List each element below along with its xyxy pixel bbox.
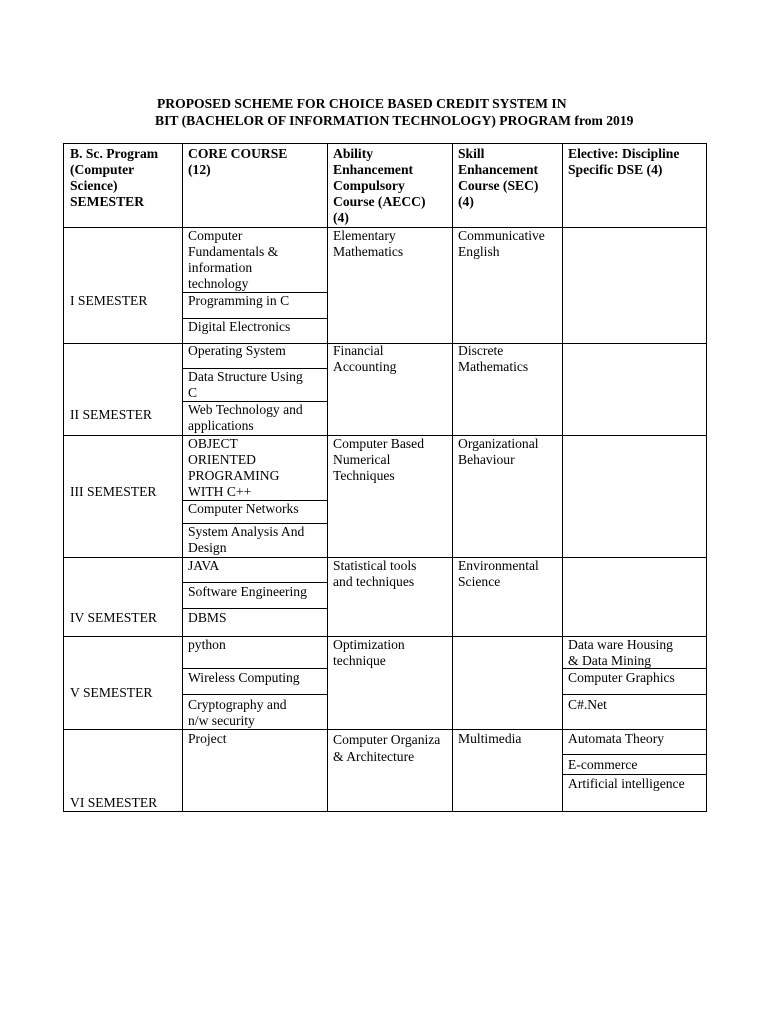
- core-course-item: Project: [188, 731, 227, 746]
- sec-course: Discrete Mathematics: [458, 343, 529, 374]
- sec-course: Multimedia: [458, 731, 522, 746]
- dse-course-item: Artificial intelligence: [568, 776, 685, 791]
- core-course-item: Computer Networks: [188, 501, 299, 516]
- core-course-item: Digital Electronics: [188, 319, 291, 334]
- core-course-item: Operating System: [188, 343, 286, 358]
- core-course-item: Web Technology and applications: [188, 402, 303, 433]
- core-course-item: Computer Fundamentals & information technology: [188, 228, 279, 291]
- semester-label: III SEMESTER: [70, 484, 157, 499]
- semester-label: VI SEMESTER: [70, 795, 158, 810]
- dse-course-item: Automata Theory: [568, 731, 665, 746]
- sec-course: Organizational Behaviour: [458, 436, 539, 467]
- core-course-item: OBJECT ORIENTED PROGRAMING WITH C++: [188, 436, 280, 499]
- semester-label: I SEMESTER: [70, 293, 148, 308]
- core-course-item: Programming in C: [188, 293, 290, 308]
- core-course-item: Data Structure Using C: [188, 369, 303, 400]
- semester-label: V SEMESTER: [70, 685, 153, 700]
- semester-label: II SEMESTER: [70, 407, 152, 422]
- core-course-item: python: [188, 637, 226, 652]
- document-title-line1: PROPOSED SCHEME FOR CHOICE BASED CREDIT SYSTEM IN: [157, 96, 567, 111]
- semester-label: IV SEMESTER: [70, 610, 157, 625]
- header-program-semester: B. Sc. Program (Computer Science) SEMESTER: [70, 146, 159, 209]
- header-sec: Skill Enhancement Course (SEC) (4): [458, 146, 539, 209]
- header-dse: Elective: Discipline Specific DSE (4): [568, 146, 680, 177]
- core-course-item: JAVA: [188, 558, 220, 573]
- dse-course-item: Data ware Housing & Data Mining: [568, 637, 673, 668]
- core-course-item: Software Engineering: [188, 584, 307, 599]
- header-aecc: Ability Enhancement Compulsory Course (AECC) (4): [333, 146, 426, 225]
- sec-course: Environmental Science: [458, 558, 539, 589]
- document-title-line2: BIT (BACHELOR OF INFORMATION TECHNOLOGY) PROGRAM from 2019: [155, 113, 634, 128]
- core-course-item: DBMS: [188, 610, 227, 625]
- dse-course-item: Computer Graphics: [568, 670, 675, 685]
- dse-course-item: C#.Net: [568, 697, 607, 712]
- aecc-course: Computer Based Numerical Techniques: [333, 436, 424, 483]
- aecc-course: Optimization technique: [333, 637, 405, 668]
- core-course-item: Wireless Computing: [188, 670, 300, 685]
- core-course-item: System Analysis And Design: [188, 524, 305, 555]
- aecc-course: Statistical tools and techniques: [333, 558, 417, 589]
- aecc-course: Elementary Mathematics: [333, 228, 404, 259]
- core-course-item: Cryptography and n/w security: [188, 697, 287, 728]
- aecc-course: Computer Organiza & Architecture: [333, 732, 441, 764]
- dse-course-item: E-commerce: [568, 757, 638, 772]
- aecc-course: Financial Accounting: [333, 343, 397, 374]
- header-core-course: CORE COURSE (12): [188, 146, 288, 177]
- sec-course: Communicative English: [458, 228, 545, 259]
